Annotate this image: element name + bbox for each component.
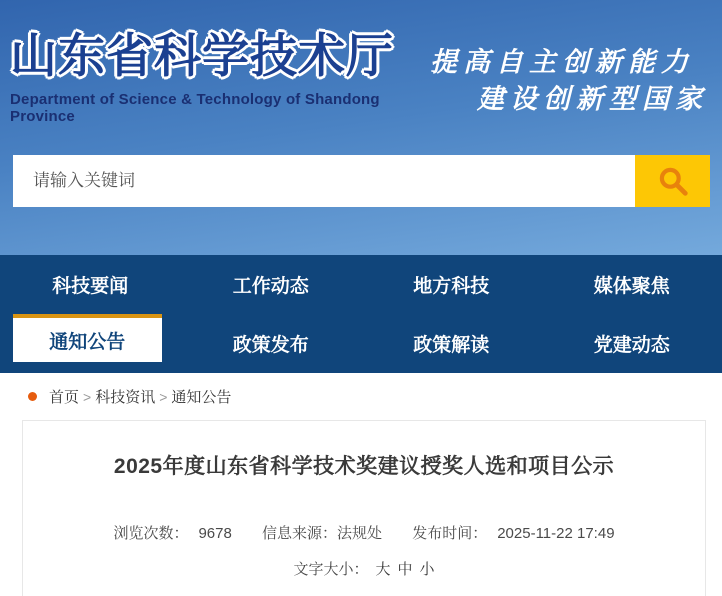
font-size-large[interactable]: 大 [375, 561, 391, 578]
brand-block [10, 30, 430, 125]
views-label: 浏览次数： [113, 525, 189, 542]
source-label: 信息来源： [262, 525, 338, 542]
search-button[interactable] [635, 155, 710, 207]
slogan [430, 30, 708, 125]
slogan-line-2: 建设创新型国家 [477, 84, 708, 115]
font-size-small[interactable]: 小 [419, 561, 435, 578]
font-size-medium[interactable]: 中 [397, 561, 413, 578]
article-title: 2025年度山东省科学技术奖建议授奖人选和项目公示 [113, 455, 615, 478]
slogan-line-1: 提高自主创新能力 [430, 47, 694, 78]
source-value: 法规处 [337, 525, 383, 542]
nav-item-keji-yaowen[interactable]: 科技要闻 [52, 276, 129, 297]
site-header [0, 0, 722, 255]
breadcrumb [0, 373, 722, 420]
nav-item-dangjian-dongtai[interactable]: 党建动态 [593, 335, 670, 356]
publish-value: 2025-11-22 17:49 [497, 525, 615, 542]
nav-item-zhengce-jiedu[interactable]: 政策解读 [413, 335, 490, 356]
breadcrumb-separator: > [83, 388, 92, 405]
search-input[interactable] [13, 155, 635, 207]
font-size-label: 文字大小： [293, 561, 369, 578]
nav-item-zhengce-fabu[interactable]: 政策发布 [232, 335, 309, 356]
nav-item-tongzhi-gonggao[interactable]: 通知公告 [13, 314, 162, 362]
search-icon [655, 163, 691, 199]
breadcrumb-tongzhi-gonggao[interactable]: 通知公告 [171, 389, 232, 406]
font-size-row [23, 558, 705, 579]
main-nav [0, 255, 722, 373]
nav-item-gongzuo-dongtai[interactable]: 工作动态 [232, 276, 309, 297]
search-bar [13, 155, 710, 207]
brand-row [0, 0, 722, 125]
site-subtitle: Department of Science & Technology of Shandong Province [10, 90, 380, 125]
views-value: 9678 [198, 525, 232, 542]
breadcrumb-bullet-icon [28, 392, 37, 401]
breadcrumb-keji-zixun[interactable]: 科技资讯 [95, 389, 156, 406]
breadcrumb-home[interactable]: 首页 [49, 389, 80, 406]
article-meta-row [23, 522, 705, 543]
breadcrumb-separator: > [159, 388, 168, 405]
nav-item-meiti-jujiao[interactable]: 媒体聚焦 [593, 276, 670, 297]
publish-label: 发布时间： [412, 525, 488, 542]
site-title: 山东省科学技术厅 [10, 29, 394, 82]
nav-item-difang-keji[interactable]: 地方科技 [413, 276, 490, 297]
article-container [22, 420, 706, 596]
